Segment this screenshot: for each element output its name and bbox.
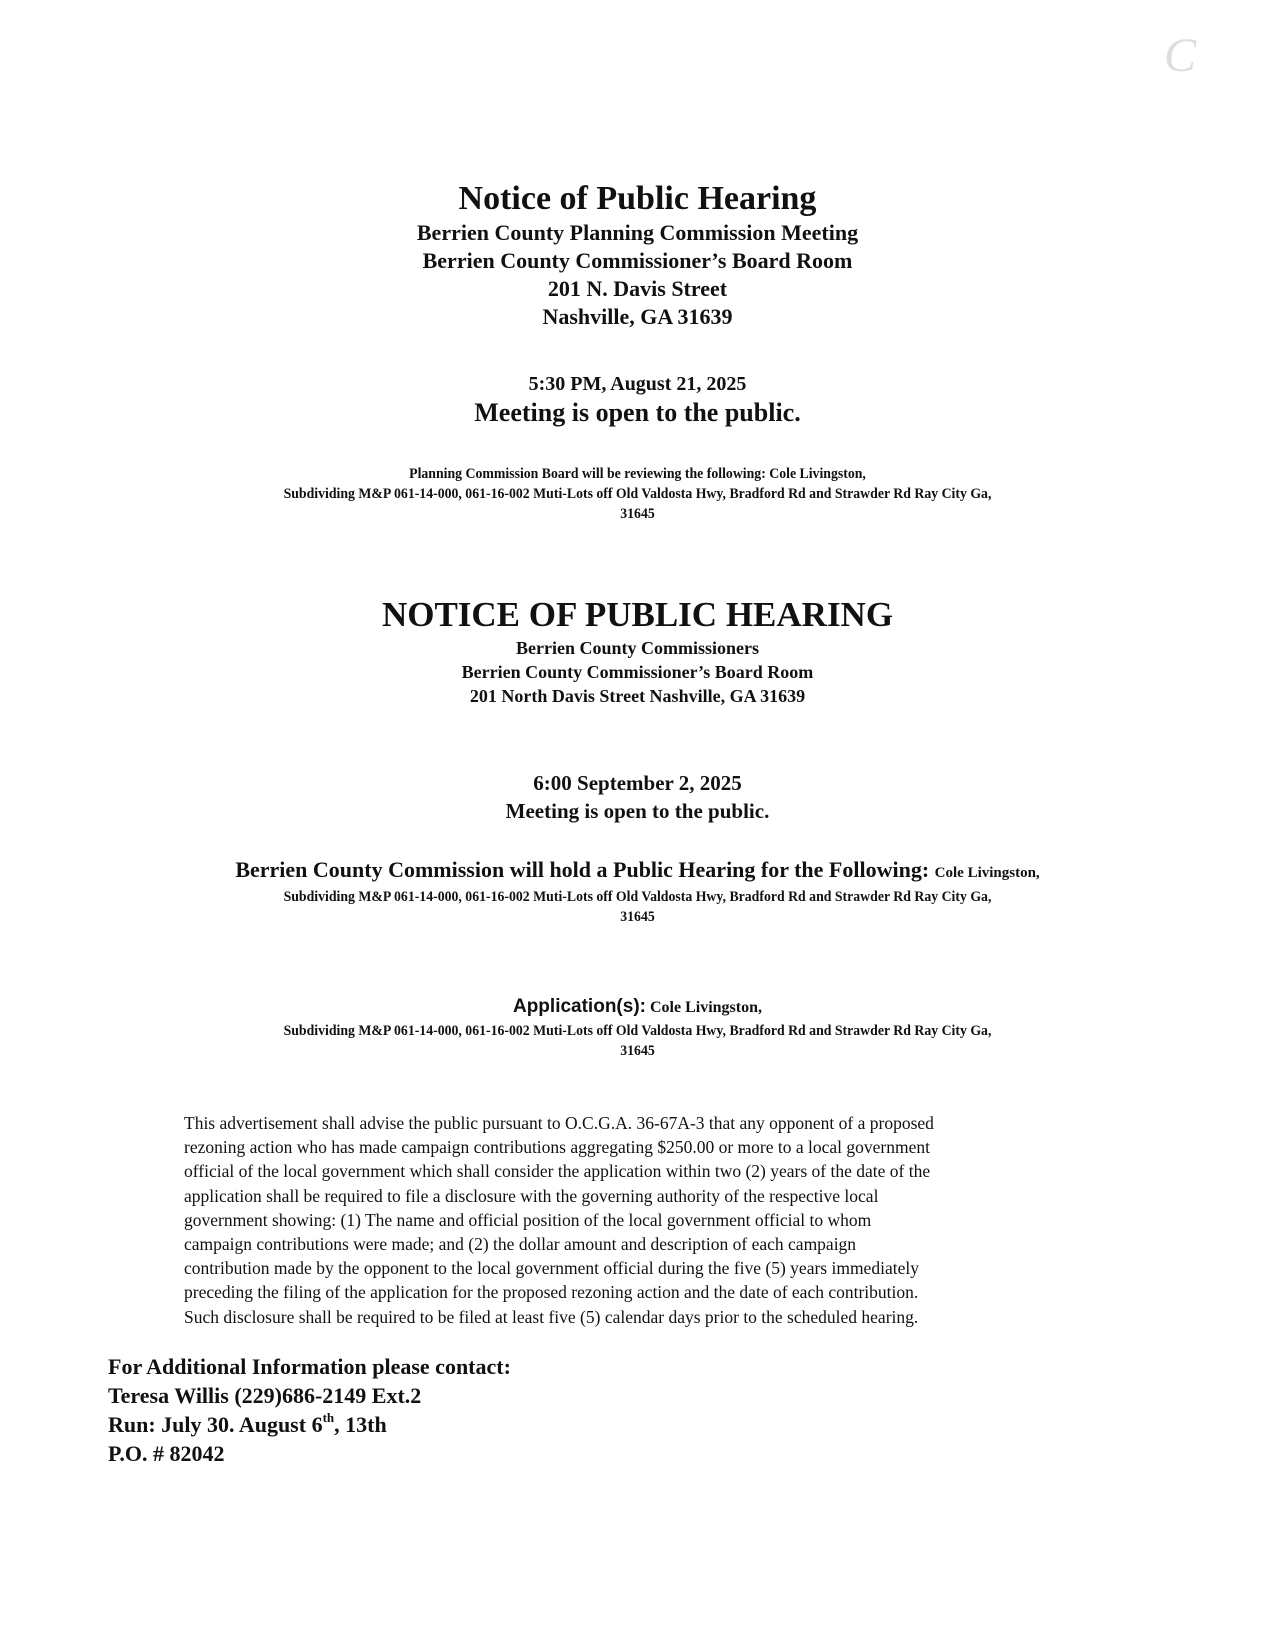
notice-2-time: 6:00 September 2, 2025 [533,771,742,795]
notice-1-review-line-1: Planning Commission Board will be reviewing the following: Cole Livingston, [409,466,866,482]
disclosure-line: contribution made by the opponent to the local government official during the five (5) years immediately [184,1258,919,1279]
application-label: Application(s): [512,996,646,1017]
notice-2 [0,594,1275,708]
notice-2-schedule [0,769,1275,825]
contact-po: P.O. # 82042 [108,1441,225,1466]
disclosure-line: preceding the filing of the application for the proposed rezoning action and the date of each contribution. [184,1282,919,1303]
disclosure-line: rezoning action who has made campaign contributions aggregating $250.00 or more to a local government [184,1137,930,1158]
notice-1-review-line-2: Subdividing M&P 061-14-000, 061-16-002 Muti-Lots off Old Valdosta Hwy, Bradford Rd and Strawder Rd Ray City Ga, [283,486,992,502]
contact-run-superscript: th [322,1409,335,1425]
application-tail: Cole Livingston, [649,999,762,1016]
notice-1-city: Nashville, GA 31639 [542,304,733,329]
notice-2-lead-line-1 [0,856,1275,887]
notice-2-lead-text: Berrien County Commission will hold a Public Hearing for the Following: [235,857,930,882]
notice-2-address: 201 North Davis Street Nashville, GA 31639 [469,686,806,706]
disclosure-line: Such disclosure shall be required to be filed at least five (5) calendar days prior to the scheduled hearing. [184,1306,919,1327]
application-line-2: Subdividing M&P 061-14-000, 061-16-002 Muti-Lots off Old Valdosta Hwy, Bradford Rd and Strawder Rd Ray City Ga, [283,1023,992,1039]
notice-2-lead [0,856,1275,927]
notice-2-title: NOTICE OF PUBLIC HEARING [381,595,894,634]
contact-heading: For Additional Information please contact: [108,1354,511,1379]
notice-1-schedule [0,371,1275,429]
notice-1-title: Notice of Public Hearing [458,180,817,217]
notice-2-body: Berrien County Commissioners [516,638,759,658]
contact-run-text: Run: July 30. August 6 [108,1412,323,1437]
notice-2-lead-line-3: 31645 [620,909,655,925]
disclosure-paragraph [184,1111,1084,1329]
contact-block [108,1352,511,1468]
disclosure-line: campaign contributions were made; and (2) the dollar amount and description of each campaign [184,1234,857,1255]
notice-1-meeting: Berrien County Planning Commission Meeting [416,220,859,245]
application-line-3: 31645 [620,1043,655,1059]
notice-2-open: Meeting is open to the public. [505,799,770,823]
contact-person: Teresa Willis (229)686-2149 Ext.2 [108,1383,422,1408]
disclosure-line: This advertisement shall advise the public pursuant to O.C.G.A. 36-67A-3 that any opponent of a proposed [184,1113,934,1133]
contact-run-text-end: , 13th [334,1412,387,1437]
notice-1-open: Meeting is open to the public. [474,398,801,427]
notice-2-lead-line-2: Subdividing M&P 061-14-000, 061-16-002 Muti-Lots off Old Valdosta Hwy, Bradford Rd and Strawder Rd Ray City Ga, [283,889,992,905]
notice-2-room: Berrien County Commissioner’s Board Room [461,662,814,682]
disclosure-line: application shall be required to file a disclosure with the governing authority of the respective local [184,1185,879,1206]
notice-1-room: Berrien County Commissioner’s Board Room [422,248,853,273]
notice-2-lead-tail: Cole Livingston, [934,865,1040,881]
handwritten-mark: C [1164,29,1197,82]
notice-1-review-line-3: 31645 [620,506,655,522]
application-block [0,994,1275,1061]
notice-1-street: 201 N. Davis Street [547,276,728,301]
notice-1-review [0,464,1275,524]
contact-run [108,1410,511,1439]
notice-1-time: 5:30 PM, August 21, 2025 [528,373,747,395]
disclosure-line: government showing: (1) The name and official position of the local government official to whom [184,1209,872,1230]
application-line-1 [0,994,1275,1021]
disclosure-line: official of the local government which shall consider the application within two (2) years of the date of the [184,1161,931,1182]
notice-1 [0,179,1275,331]
